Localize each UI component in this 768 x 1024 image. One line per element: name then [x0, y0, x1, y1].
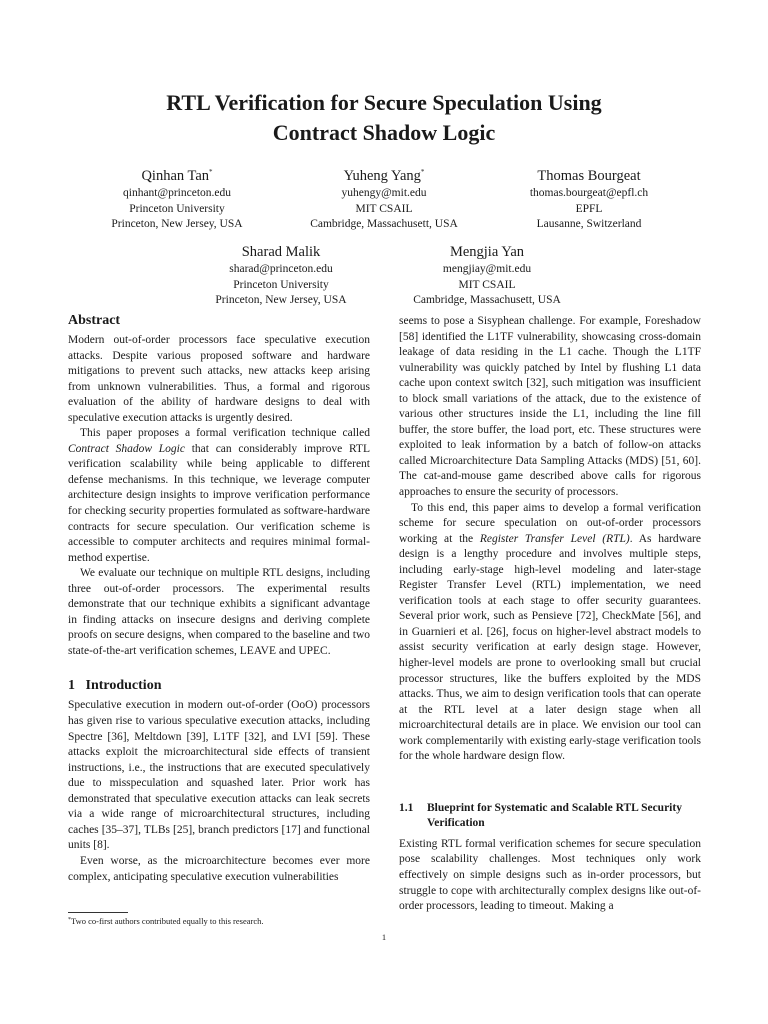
author-name-wrap [161, 239, 401, 261]
abstract-heading: Abstract [68, 313, 121, 328]
author-name-wrap [367, 239, 607, 261]
emphasis-text: Register Transfer Level (RTL) [479, 532, 630, 545]
author-name: Sharad Malik [241, 244, 321, 260]
author-email: qinhant@princeton.edu [123, 187, 231, 199]
author-email: mengjiay@mit.edu [442, 263, 532, 275]
author-email: sharad@princeton.edu [229, 263, 333, 275]
body-paragraph: Even worse, as the microarchitecture becomes ever more complex, anticipating speculative execution vulnerabilities [68, 854, 370, 883]
left-column [68, 312, 370, 885]
author-affiliation: MIT CSAIL [355, 202, 413, 215]
author-affiliation: Princeton University [129, 202, 225, 215]
author-name: Thomas Bourgeat [537, 168, 641, 184]
right-column [399, 314, 701, 915]
subsection-heading [399, 801, 701, 832]
body-paragraph: Existing RTL formal verification schemes for secure speculation pose scalability challenges. Most techniques only work effectively on simple designs such as in-order processors, but struggle to cope with architecturally complex designs like out-of-order processors, leading to timeout. Making a [399, 837, 701, 913]
author-mark: * [420, 168, 425, 176]
abstract-paragraph: Modern out-of-order processors face speculative execution attacks. Despite various proposed software and hardware mitigations to prevent such attacks, new attacks keep arising from unknown vulnerabilities. Thus, a formal and rigorous evaluation of the ability of hardware designs to deal with speculative execution attacks is urgently desired. [68, 334, 370, 424]
technique-name: Contract Shadow Logic [68, 442, 185, 455]
title-line-1: RTL Verification for Secure Speculation Using [166, 90, 602, 115]
author-email: thomas.bourgeat@epfl.ch [529, 187, 649, 199]
author-name: Yuheng Yang [343, 168, 421, 184]
author-location: Princeton, New Jersey, USA [215, 294, 347, 306]
footnote-text: Two co-first authors contributed equally to this research. [71, 916, 264, 926]
author-name: Mengjia Yan [449, 244, 525, 260]
author-location: Princeton, New Jersey, USA [111, 218, 243, 230]
section-title: Introduction [85, 678, 162, 694]
section-number: 1 [68, 678, 75, 694]
footnote-rule [68, 912, 128, 913]
abstract-paragraph: We evaluate our technique on multiple RTL designs, including three out-of-order processors. The experimental results demonstrate that our technique exhibits a significant advantage in finding attacks on insecure designs and deriving complete proofs on secure designs, when compared to the baseline and two state-of-the-art verification schemes, LEAVE and UPEC. [68, 567, 370, 657]
author-mark: * [209, 168, 213, 176]
author-block [264, 163, 504, 233]
subsection-number: 1.1 [399, 801, 414, 814]
footnote-mark: * [68, 917, 71, 923]
section-heading [68, 677, 370, 695]
author-name-wrap [57, 163, 297, 185]
abstract-text: that can considerably improve RTL verification scalability while being applicable to different defense mechanisms. In this technique, we leverage computer architecture design insights to improve verification performance for checking security properties formulated as software-hardware contracts for secure speculation. Our verification scheme is accessible to computer architects and requires minimal formal-method expertise. [68, 442, 370, 564]
author-affiliation: EPFL [575, 202, 603, 215]
author-location: Lausanne, Switzerland [536, 218, 642, 230]
author-email: yuhengy@mit.edu [341, 187, 427, 199]
body-paragraph: seems to pose a Sisyphean challenge. For example, Foreshadow [58] identified the L1TF vulnerability, showcasing cross-domain leakage of data residing in the L1 cache. Though the L1TF vulnerability was quickly patched by Intel by flushing L1 data cache upon context switch [32], such mitigation was insufficient to block small variations of the attack, due to the existence of various other structures inside the L1, including the line fill buffer, the store buffer, the load port, etc. These structures were exploited to leak information by a batch of follow-on attacks called Microarchitecture Data Sampling Attacks (MDS) [51, 60]. The cat-and-mouse game described above calls for rigorous approaches to ensure the security of processors. [399, 315, 701, 499]
page-number: 1 [381, 932, 387, 942]
author-location: Cambridge, Massachusett, USA [413, 294, 561, 306]
body-text: To this end, this paper aims to develop a formal verification scheme for secure speculation on out-of-order processors working at the [399, 501, 701, 545]
author-name-wrap [264, 163, 504, 185]
author-block [367, 239, 607, 309]
author-affiliation: MIT CSAIL [458, 278, 516, 291]
abstract-paragraph [68, 426, 370, 566]
author-name-wrap [469, 163, 709, 185]
author-block [161, 239, 401, 309]
author-name: Qinhan Tan [141, 168, 210, 184]
abstract-text: This paper proposes a formal verification technique called [80, 427, 370, 440]
subsection-title: Blueprint for Systematic and Scalable RTL Security Verification [427, 801, 682, 830]
author-block [57, 163, 297, 233]
footnote [68, 915, 264, 927]
title-line-2: Contract Shadow Logic [272, 120, 496, 145]
body-paragraph [399, 501, 701, 765]
author-block [469, 163, 709, 233]
body-text: . As hardware design is a lengthy procedure and involves multiple steps, including early-stage high-level modeling and later-stage Register Transfer Level (RTL) implementation, we need verification tools at each stage to offer security guarantees. Several prior work, such as Pensieve [72], CheckMate [56], and in Guarnieri et al. [26], focus on higher-level abstract models to assist security verification at early design stage. However, higher-level models are prone to overlooking small but crucial processor structures, like the buffers exploited by the MDS attacks. Thus, we aim to design verification tools that can operate at the RTL level at a later design stage when all microarchitectural details are in place. We envision our tool can work complementarily with existing early-stage verification tools for the whole hardware design flow. [399, 532, 701, 763]
author-affiliation: Princeton University [233, 278, 329, 291]
body-paragraph: Speculative execution in modern out-of-order (OoO) processors has given rise to various speculative execution attacks, including Spectre [36], Meltdown [39], L1TF [32], and LVI [59]. These attacks exploit the microarchitectural side effects of transient instructions, i.e., the instructions that are executed speculatively due to misspeculation and squashed later. Prior work has demonstrated that speculative execution attacks can leak secrets via a wide range of microarchitectural structures, including caches [35–37], TLBs [25], branch predictors [17] and functional units [8]. [68, 699, 370, 852]
paper-title [0, 88, 768, 148]
author-location: Cambridge, Massachusett, USA [310, 218, 458, 230]
